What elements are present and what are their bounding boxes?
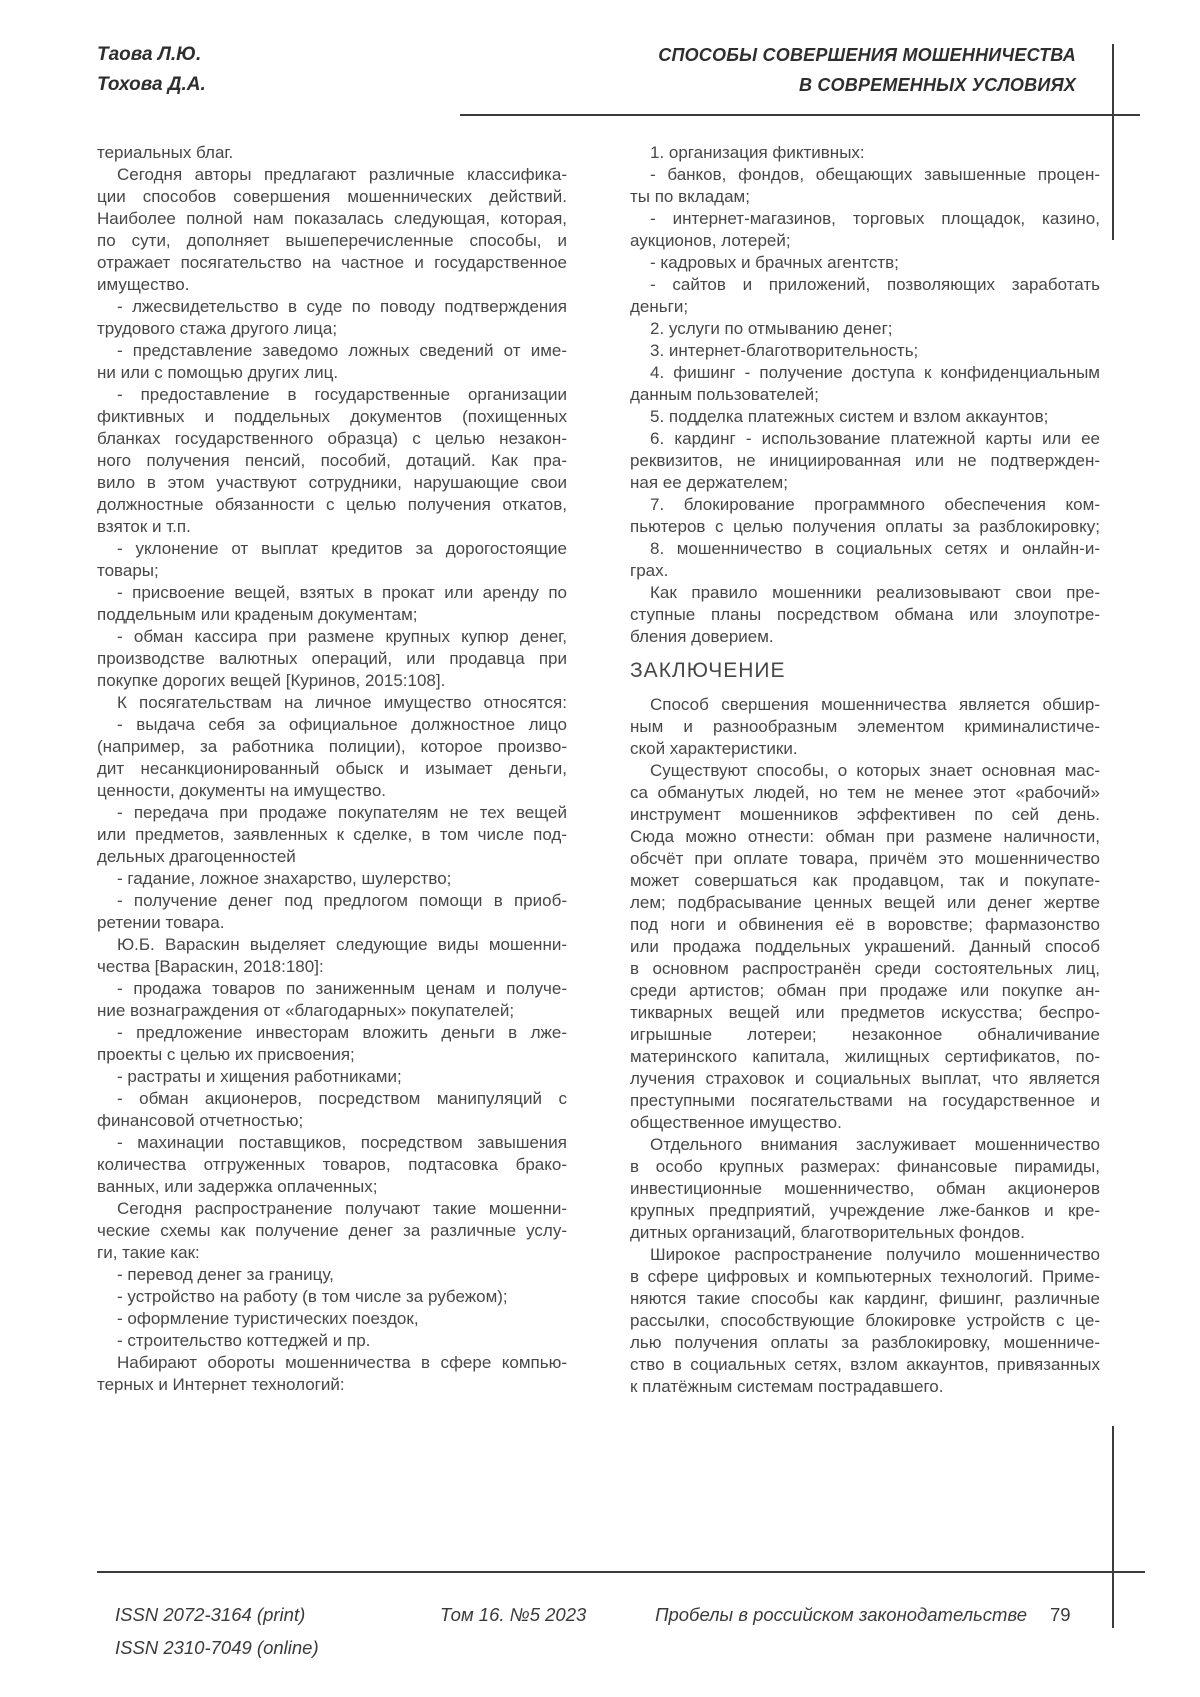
text-line: покупке дорогих вещей [Куринов, 2015:108]. — [97, 671, 446, 690]
text-line: проекты с целью их присвоения; — [97, 1045, 355, 1064]
text-line: Широкое распространение получило мошенничество — [650, 1245, 1100, 1264]
issn-block — [115, 1598, 319, 1664]
text-line: - присвоение вещей, взятых в прокат или аренду по — [117, 583, 567, 602]
text-line: - предложение инвесторам вложить деньги в лже- — [117, 1023, 567, 1042]
text-line: - растраты и хищения работниками; — [117, 1067, 402, 1086]
text-line: 6. кардинг - использование платежной карты или ее — [650, 429, 1100, 448]
text-line: реквизитов, не инициированная или не подтвержден- — [630, 451, 1100, 470]
text-line: - банков, фондов, обещающих завышенные процен- — [650, 165, 1100, 184]
text-line: - кадровых и брачных агентств; — [650, 253, 899, 272]
text-line: 3. интернет-благотворительность; — [650, 341, 919, 360]
text-line: поддельным или краденым документам; — [97, 605, 418, 624]
text-line: ство в социальных сетях, взлом аккаунтов, привязанных — [630, 1355, 1100, 1374]
text-line: - оформление туристических поездок, — [117, 1309, 419, 1328]
text-line: игрышные лотереи; незаконное обналичивание — [630, 1025, 1100, 1044]
text-line: лем; подбрасывание ценных вещей или денег жертве — [630, 893, 1100, 912]
text-line: - перевод денег за границу, — [117, 1265, 334, 1284]
title-line-2: В СОВРЕМЕННЫХ УСЛОВИЯХ — [798, 75, 1076, 95]
text-line: - махинации поставщиков, посредством завышения — [117, 1133, 567, 1152]
text-line: - обман кассира при размене крупных купюр денег, — [117, 627, 567, 646]
text-line: тикварных вещей или предметов искусства; беспро- — [630, 1003, 1100, 1022]
issn-online: ISSN 2310-7049 (online) — [115, 1637, 319, 1658]
text-line: деньги; — [630, 297, 689, 316]
text-line: ской характеристики. — [630, 739, 798, 758]
text-line: ным и разнообразным элементом криминалистиче- — [630, 717, 1100, 736]
text-line: Способ свершения мошенничества является обшир- — [650, 695, 1100, 714]
text-line: ги, такие как: — [97, 1243, 200, 1262]
text-line: должностные обязанности с целью получения откатов, — [97, 495, 567, 514]
text-line: среди артистов; обман при продаже или покупке ан- — [630, 981, 1100, 1000]
text-line: обсчёт при оплате товара, причём это мошенничество — [630, 849, 1100, 868]
text-line: фиктивных и поддельных документов (похищенных — [97, 407, 567, 426]
text-line: Набирают обороты мошенничества в сфере компью- — [117, 1353, 567, 1372]
text-line: - предоставление в государственные организации — [117, 385, 567, 404]
author-line-1: Таова Л.Ю. — [97, 44, 202, 65]
text-line: инструмент мошенников эффективен по сей день. — [630, 805, 1100, 824]
text-line: 7. блокирование программного обеспечения ком- — [650, 495, 1100, 514]
volume-info: Том 16. №5 2023 — [440, 1604, 587, 1625]
text-line: - уклонение от выплат кредитов за дорогостоящие — [117, 539, 567, 558]
text-line: дит несанкционированный обыск и изымает деньги, — [97, 759, 567, 778]
text-line: 2. услуги по отмыванию денег; — [650, 319, 893, 338]
conclusion-heading: ЗАКЛЮЧЕНИЕ — [630, 659, 786, 682]
footer-horizontal-rule — [97, 1571, 1145, 1573]
text-line: няются такие способы как кардинг, фишинг, различные — [630, 1289, 1100, 1308]
text-line: 8. мошенничество в социальных сетях и онлайн-и- — [650, 539, 1100, 558]
text-line: инвестиционные мошенничество, обман акционеров — [630, 1179, 1100, 1198]
text-line: или предметов, заявленных к сделке, в том числе под- — [97, 825, 567, 844]
text-line: товары; — [97, 561, 159, 580]
text-line: ванных, или задержка оплаченных; — [97, 1177, 378, 1196]
text-line: грах. — [630, 561, 669, 580]
text-line: может совершаться как продавцом, так и покупате- — [630, 871, 1100, 890]
text-line: материнского капитала, жилищных сертификатов, по- — [630, 1047, 1100, 1066]
footer-vertical-rule — [1112, 1426, 1114, 1628]
title-line-1: СПОСОБЫ СОВЕРШЕНИЯ МОШЕННИЧЕСТВА — [658, 45, 1076, 65]
text-line: териальных благ. — [97, 143, 234, 162]
text-line: пьютеров с целью получения оплаты за разблокировку; — [630, 517, 1100, 536]
text-line: - продажа товаров по заниженным ценам и получе- — [117, 979, 567, 998]
text-line: ческие схемы как получение денег за различные услу- — [97, 1221, 567, 1240]
text-line: Наиболее полной нам показалась следующая, которая, — [97, 209, 567, 228]
text-line: 4. фишинг - получение доступа к конфиденциальным — [650, 363, 1100, 382]
text-line: под ноги и обвинения её в воровстве; фармазонство — [630, 915, 1100, 934]
text-line: данным пользователей; — [630, 385, 819, 404]
text-line: производстве валютных операций, или продавца при — [97, 649, 567, 668]
left-column — [97, 142, 567, 1396]
right-column-part2 — [630, 694, 1100, 1398]
text-line: взяток и т.п. — [97, 517, 191, 536]
text-line: ная ее держателем; — [630, 473, 788, 492]
text-line: лью получения оплаты за разблокировку, мошенниче- — [630, 1333, 1100, 1352]
text-line: Сюда можно отнести: обман при размене наличности, — [630, 827, 1100, 846]
page-number: 79 — [1050, 1604, 1071, 1625]
text-line: - получение денег под предлогом помощи в приоб- — [117, 891, 567, 910]
author-block — [97, 40, 206, 100]
text-line: К посягательствам на личное имущество относятся: — [117, 693, 567, 712]
author-line-2: Тохова Д.А. — [97, 74, 206, 95]
text-line: отражает посягательство на частное и государственное — [97, 253, 567, 272]
text-line: - устройство на работу (в том числе за рубежом); — [117, 1287, 508, 1306]
text-line: ного получения пенсий, пособий, дотаций. Как пра- — [97, 451, 567, 470]
text-line: ции способов совершения мошеннических действий. — [97, 187, 567, 206]
text-line: в основном распространён среди состоятельных лиц, — [630, 959, 1100, 978]
text-line: ты по вкладам; — [630, 187, 750, 206]
text-line: бланках государственного образца) с целью незакон- — [97, 429, 567, 448]
text-line: Существуют способы, о которых знает основная мас- — [650, 761, 1100, 780]
text-line: вило в этом участвуют сотрудники, нарушающие свои — [97, 473, 567, 492]
text-line: аукционов, лотерей; — [630, 231, 791, 250]
text-line: - передача при продаже покупателям не тех вещей — [117, 803, 567, 822]
text-line: 1. организация фиктивных: — [650, 143, 865, 162]
text-line: преступными посягательствами на государственное и — [630, 1091, 1100, 1110]
text-line: или продажа поддельных украшений. Данный способ — [630, 937, 1100, 956]
text-line: дитных организаций, благотворительных фондов. — [630, 1223, 1025, 1242]
text-line: (например, за работника полиции), которое произво- — [97, 737, 567, 756]
text-line: крупных предприятий, учреждение лже-банков и кре- — [630, 1201, 1100, 1220]
text-line: Сегодня распространение получают такие мошенни- — [117, 1199, 567, 1218]
page-title — [658, 40, 1076, 100]
text-line: имущество. — [97, 275, 190, 294]
text-line: - гадание, ложное знахарство, шулерство; — [117, 869, 452, 888]
text-line: бления доверием. — [630, 627, 774, 646]
text-line: - лжесвидетельство в суде по поводу подтверждения — [117, 297, 567, 316]
text-line: по сути, дополняет вышеперечисленные способы, и — [97, 231, 567, 250]
text-line: в сфере цифровых и компьютерных технологий. Приме- — [630, 1267, 1100, 1286]
text-line: общественное имущество. — [630, 1113, 842, 1132]
text-line: дельных драгоценностей — [97, 847, 296, 866]
text-line: Сегодня авторы предлагают различные классифика- — [117, 165, 567, 184]
header-vertical-rule — [1112, 44, 1114, 240]
text-line: ни или с помощью других лиц. — [97, 363, 339, 382]
text-line: в особо крупных размерах: финансовые пирамиды, — [630, 1157, 1100, 1176]
text-line: Как правило мошенники реализовывают свои пре- — [650, 583, 1100, 602]
text-line: - обман акционеров, посредством манипуляций с — [117, 1089, 567, 1108]
text-line: - выдача себя за официальное должностное лицо — [117, 715, 567, 734]
text-line: са обманутых людей, но тем не менее этот «рабочий» — [630, 783, 1100, 802]
text-line: - строительство коттеджей и пр. — [117, 1331, 371, 1350]
text-line: трудового стажа другого лица; — [97, 319, 338, 338]
text-line: ценности, документы на имущество. — [97, 781, 387, 800]
text-line: чества [Вараскин, 2018:180]: — [97, 957, 324, 976]
text-line: Отдельного внимания заслуживает мошенничество — [650, 1135, 1100, 1154]
header-horizontal-rule — [460, 114, 1140, 116]
text-line: Ю.Б. Вараскин выделяет следующие виды мошенни- — [117, 935, 567, 954]
text-line: финансовой отчетностью; — [97, 1111, 304, 1130]
text-line: - интернет-магазинов, торговых площадок, казино, — [650, 209, 1100, 228]
text-line: - сайтов и приложений, позволяющих заработать — [650, 275, 1100, 294]
right-column-part1 — [630, 142, 1100, 648]
text-line: ретении товара. — [97, 913, 225, 932]
text-line: лучения страховок и социальных выплат, что является — [630, 1069, 1100, 1088]
text-line: - представление заведомо ложных сведений от име- — [117, 341, 567, 360]
issn-print: ISSN 2072-3164 (print) — [115, 1604, 306, 1625]
text-line: ступные планы посредством обмана или злоупотре- — [630, 605, 1100, 624]
text-line: рассылки, способствующие блокировке устройств с це- — [630, 1311, 1100, 1330]
journal-name: Пробелы в российском законодательстве — [655, 1604, 1027, 1625]
text-line: к платёжным системам пострадавшего. — [630, 1377, 944, 1396]
text-line: ние вознаграждения от «благодарных» покупателей; — [97, 1001, 515, 1020]
text-line: 5. подделка платежных систем и взлом аккаунтов; — [650, 407, 1049, 426]
text-line: количества отгруженных товаров, подтасовка брако- — [97, 1155, 567, 1174]
text-line: терных и Интернет технологий: — [97, 1375, 345, 1394]
right-column — [630, 142, 1100, 1398]
